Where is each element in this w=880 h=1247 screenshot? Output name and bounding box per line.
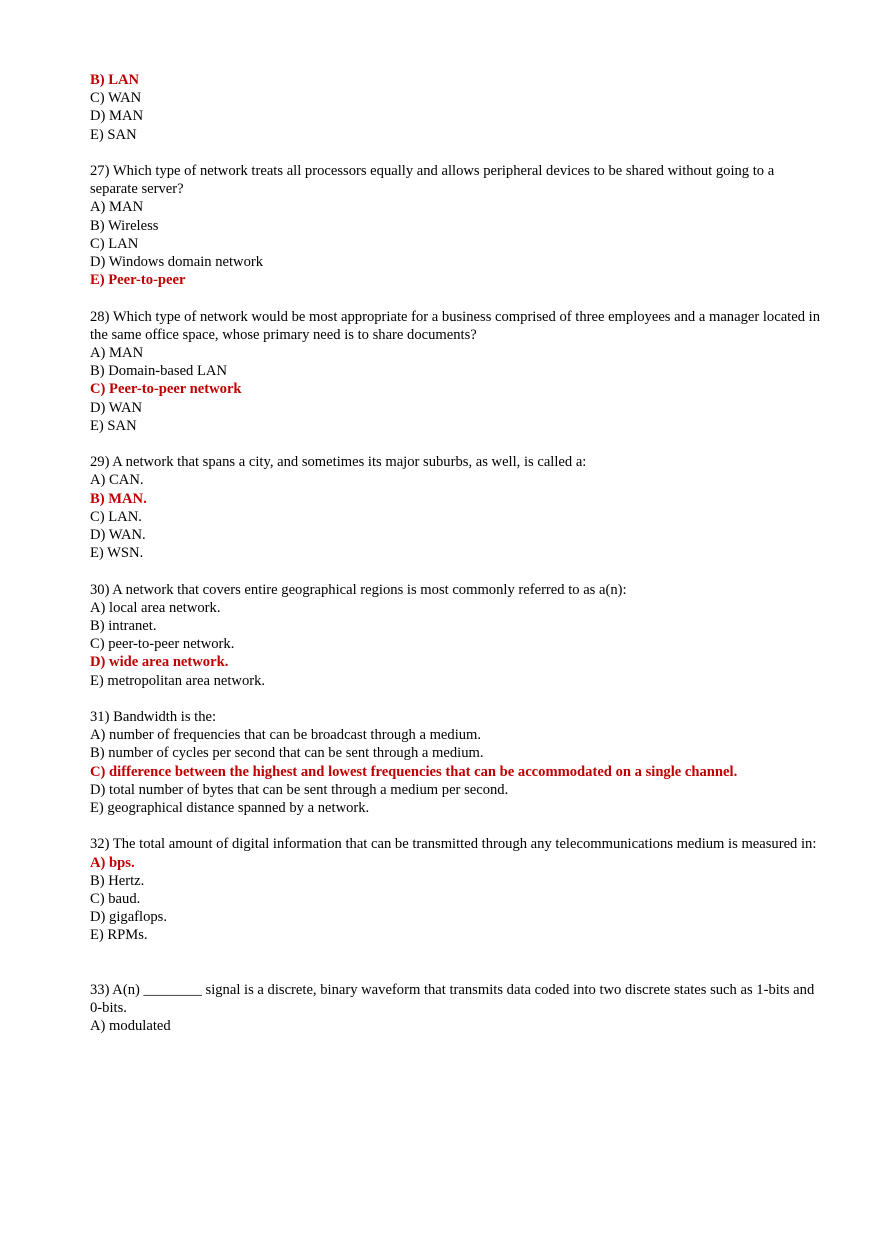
question-text: 27) Which type of network treats all processors equally and allows peripheral devices to be shared without going to a separate server? bbox=[90, 163, 775, 198]
option: E) RPMs. bbox=[90, 927, 148, 944]
continuation-block bbox=[90, 71, 820, 144]
option: A) modulated bbox=[90, 1018, 171, 1035]
question-32 bbox=[90, 835, 820, 944]
option: B) intranet. bbox=[90, 618, 157, 635]
option: D) total number of bytes that can be sent through a medium per second. bbox=[90, 781, 509, 798]
spacer bbox=[90, 690, 820, 708]
spacer bbox=[90, 945, 820, 981]
option: D) WAN bbox=[90, 399, 143, 416]
option: E) WSN. bbox=[90, 545, 144, 562]
option-correct: C) Peer-to-peer network bbox=[90, 381, 242, 398]
question-text: 33) A(n) ________ signal is a discrete, binary waveform that transmits data coded into two discrete states such as 1-bits and 0-bits. bbox=[90, 982, 815, 1017]
option-correct: B) MAN. bbox=[90, 490, 147, 507]
question-text: 31) Bandwidth is the: bbox=[90, 709, 217, 726]
option-correct: E) Peer-to-peer bbox=[90, 272, 186, 289]
option: A) local area network. bbox=[90, 599, 221, 616]
option: B) number of cycles per second that can be sent through a medium. bbox=[90, 745, 484, 762]
question-28 bbox=[90, 308, 820, 435]
option: D) Windows domain network bbox=[90, 254, 264, 271]
option: A) MAN bbox=[90, 199, 144, 216]
option: E) SAN bbox=[90, 126, 137, 143]
option: B) Hertz. bbox=[90, 872, 145, 889]
spacer bbox=[90, 289, 820, 307]
spacer bbox=[90, 144, 820, 162]
option-correct: D) wide area network. bbox=[90, 654, 229, 671]
question-31 bbox=[90, 708, 820, 817]
spacer bbox=[90, 817, 820, 835]
option: E) SAN bbox=[90, 417, 137, 434]
option: C) baud. bbox=[90, 891, 141, 908]
question-33 bbox=[90, 981, 820, 1036]
option: A) CAN. bbox=[90, 472, 144, 489]
option: C) peer-to-peer network. bbox=[90, 636, 235, 653]
option: E) metropolitan area network. bbox=[90, 672, 266, 689]
option: D) WAN. bbox=[90, 527, 146, 544]
spacer bbox=[90, 562, 820, 580]
question-30 bbox=[90, 581, 820, 690]
question-27 bbox=[90, 162, 820, 289]
spacer bbox=[90, 435, 820, 453]
option-correct: B) LAN bbox=[90, 72, 140, 88]
option: C) LAN bbox=[90, 235, 139, 252]
option: B) Domain-based LAN bbox=[90, 363, 227, 380]
question-text: 30) A network that covers entire geographical regions is most commonly referred to as a(n): bbox=[90, 581, 627, 598]
question-text: 28) Which type of network would be most appropriate for a business comprised of three employees and a manager located in the same office space, whose primary need is to share documents? bbox=[90, 308, 821, 343]
option: D) MAN bbox=[90, 108, 144, 125]
option: B) Wireless bbox=[90, 217, 159, 234]
option-correct: C) difference between the highest and lowest frequencies that can be accommodated on a single channel. bbox=[90, 763, 738, 780]
question-text: 29) A network that spans a city, and sometimes its major suburbs, as well, is called a: bbox=[90, 454, 587, 471]
question-text: 32) The total amount of digital information that can be transmitted through any telecommunications medium is measured in: bbox=[90, 836, 817, 853]
option: C) WAN bbox=[90, 90, 142, 107]
document-page bbox=[90, 71, 820, 1036]
option: A) MAN bbox=[90, 345, 144, 362]
option: D) gigaflops. bbox=[90, 909, 168, 926]
option-correct: A) bps. bbox=[90, 854, 135, 871]
option: C) LAN. bbox=[90, 508, 142, 525]
option: A) number of frequencies that can be broadcast through a medium. bbox=[90, 727, 482, 744]
question-29 bbox=[90, 453, 820, 562]
option: E) geographical distance spanned by a network. bbox=[90, 800, 370, 817]
